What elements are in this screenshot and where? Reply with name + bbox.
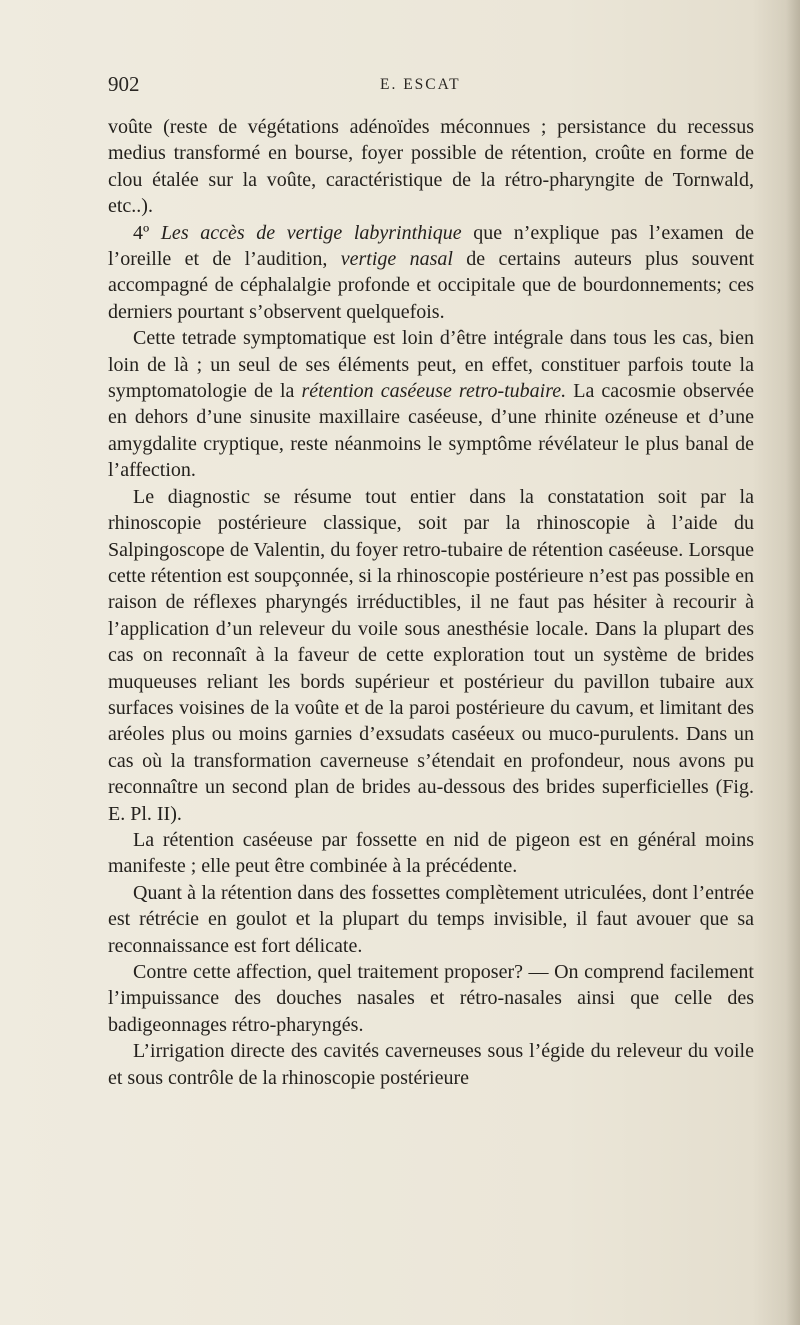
body-text (108, 114, 754, 1091)
paragraph-2 (108, 220, 754, 326)
italic-term-vertige-labyrinthique: Les accès de vertige labyrinthique (160, 221, 462, 244)
paragraph-2-text-a: que n’explique pas l’examen de l’oreille et de l’audition, (108, 221, 754, 271)
paragraph-6: Quant à la rétention dans des fossettes complètement utriculées, dont l’entrée est rétrécie en goulot et la plupart du temps invisible, il faut avouer que sa reconnaissance est fort délicate. (108, 881, 754, 957)
paragraph-3-text-b: La cacosmie observée en dehors d’une sinusite maxillaire caséeuse, d’une rhinite ozéneuse et d’une amygdalite cryptique, reste néanmoins le symptôme révélateur le plus banal de l’affection. (108, 380, 754, 482)
paragraph-2-text-b: de certains auteurs plus souvent accompagné de céphalalgie profonde et occipitale que de bourdonnements; ces derniers pourtant s’observent quelquefois. (108, 248, 755, 323)
paragraph-3-text-a: Cette tetrade symptomatique est loin d’être intégrale dans tous les cas, bien loin de là ; un seul de ses éléments peut, en effet, constituer parfois toute la symptomatologie de la (108, 327, 754, 403)
item-number: 4º (133, 221, 161, 244)
page-number: 902 (108, 72, 140, 96)
paragraph-3 (108, 325, 754, 483)
italic-term-retention-caseuse: rétention caséeuse retro-tubaire. (301, 380, 567, 403)
paragraph-8: L’irrigation directe des cavités caverneuses sous l’égide du releveur du voile et sous contrôle de la rhinoscopie postérieure (108, 1040, 754, 1089)
italic-term-vertige-nasal: vertige nasal (340, 248, 453, 271)
page-edge-shadow (786, 0, 800, 1325)
paragraph-1: voûte (reste de végétations adénoïdes méconnues ; persistance du recessus medius transformé en bourse, foyer possible de rétention, croûte en forme de clou étalée sur la voûte, caractéristique de la rétro-pharyngite de Tornwald, etc..). (108, 116, 754, 218)
paragraph-7: Contre cette affection, quel traitement proposer? — On comprend facilement l’impuissance des douches nasales et rétro-nasales ainsi que celle des badigeonnages rétro-pharyngés. (108, 961, 754, 1036)
page-header (108, 72, 754, 102)
running-head: E. ESCAT (380, 76, 461, 93)
paragraph-5: La rétention caséeuse par fossette en nid de pigeon est en général moins manifeste ; elle peut être combinée à la précédente. (108, 828, 754, 878)
paragraph-4: Le diagnostic se résume tout entier dans la constatation soit par la rhinoscopie postérieure classique, soit par la rhinoscopie à l’aide du Salpingoscope de Valentin, du foyer retro-tubaire de rétention caséeuse. Lorsque cette rétention est soupçonnée, si la rhinoscopie postérieure n’est pas possible en raison de réflexes pharyngés irréductibles, il ne faut pas hésiter à recourir à l’application d’un releveur du voile sous anesthésie locale. Dans la plupart des cas on reconnaît à la faveur de cette exploration tout un système de brides muqueuses reliant les bords supérieur et postérieur du pavillon tubaire aux surfaces voisines de la voûte et de la paroi postérieure du cavum, et limitant des aréoles plus ou moins garnies d’exsudats caséeux ou muco-purulents. Dans un cas où la transformation caverneuse s’étendait en profondeur, nous avons pu reconnaître un second plan de brides au-dessous des brides superficielles (Fig. E. Pl. II). (108, 485, 754, 825)
